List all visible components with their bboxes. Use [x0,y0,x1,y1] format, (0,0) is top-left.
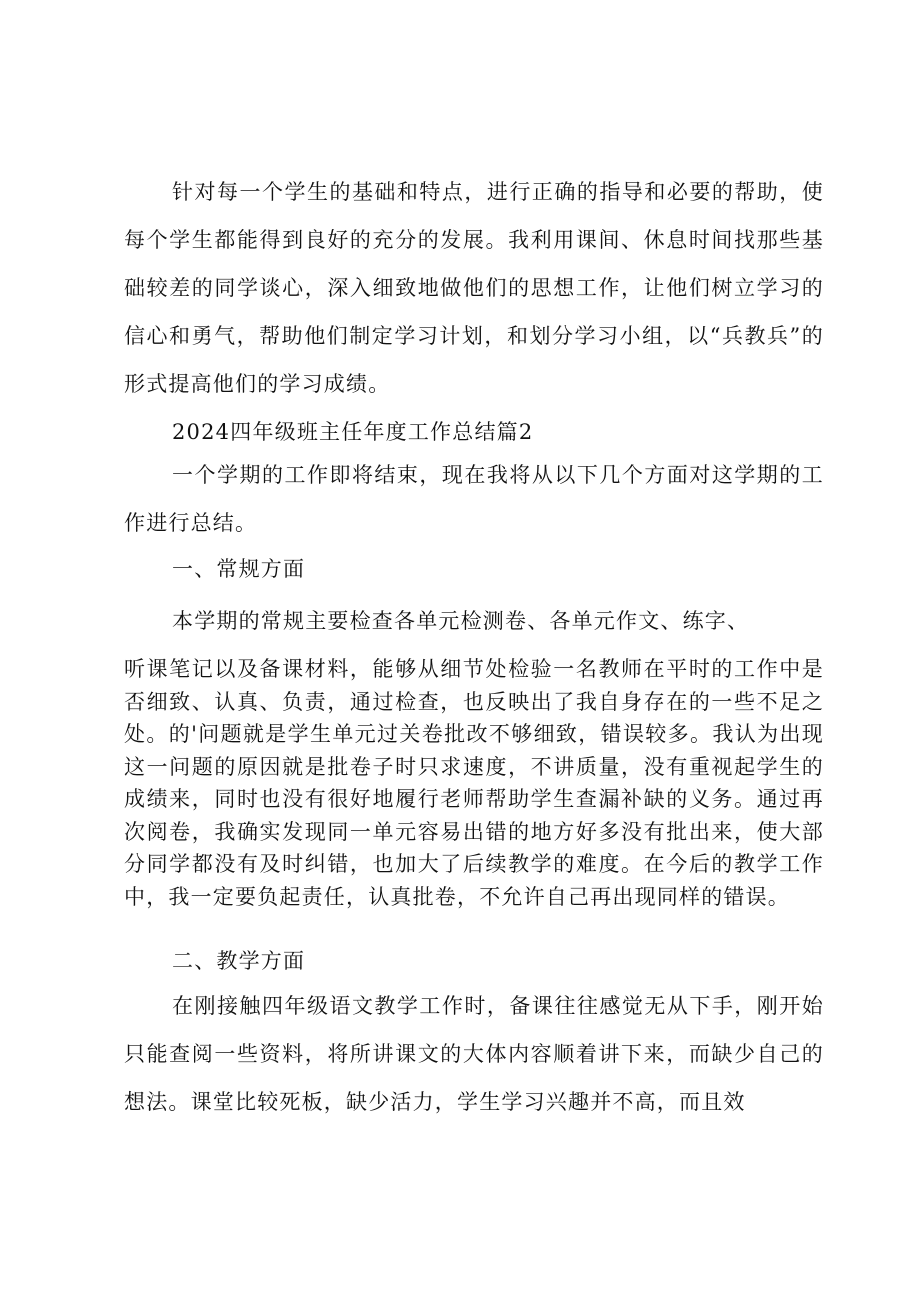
section-title-summary-2: 2024四年级班主任年度工作总结篇2 [172,420,534,444]
paragraph-teaching: 在刚接触四年级语文教学工作时，备课往往感觉无从下手，刚开始只能查阅一些资料，将所讲课文的大体内容顺着讲下来，而缺少自己的想法。课堂比较死板，缺少活力，学生学习兴趣并不高，而且效 [124,994,824,1114]
heading-routine: 一、常规方面 [172,557,306,581]
heading-teaching: 二、教学方面 [172,949,306,973]
paragraph-routine-first-line: 本学期的常规主要检查各单元检测卷、各单元作文、练字、 [172,609,750,633]
paragraph-routine-body: 听课笔记以及备课材料，能够从细节处检验一名教师在平时的工作中是否细致、认真、负责，通过检查，也反映出了我自身存在的一些不足之处。的'问题就是学生单元过关卷批改不够细致，错误较多。我认为出现这一问题的原因就是批卷子时只求速度，不讲质量，没有重视起学生的成绩来，同时也没有很好地履行老师帮助学生查漏补缺的义务。通过再次阅卷，我确实发现同一单元容易出错的地方好多没有批出来，使大部分同学都没有及时纠错，也加大了后续教学的难度。在今后的教学工作中，我一定要负起责任，认真批卷，不允许自己再出现同样的错误。 [124,657,824,909]
paragraph-intro: 一个学期的工作即将结束，现在我将从以下几个方面对这学期的工作进行总结。 [124,463,824,535]
paragraph-student-help: 针对每一个学生的基础和特点，进行正确的指导和必要的帮助，使每个学生都能得到良好的充分的发展。我利用课间、休息时间找那些基础较差的同学谈心，深入细致地做他们的思想工作，让他们树立学习的信心和勇气，帮助他们制定学习计划，和划分学习小组，以“兵教兵”的形式提高他们的学习成绩。 [124,180,824,396]
